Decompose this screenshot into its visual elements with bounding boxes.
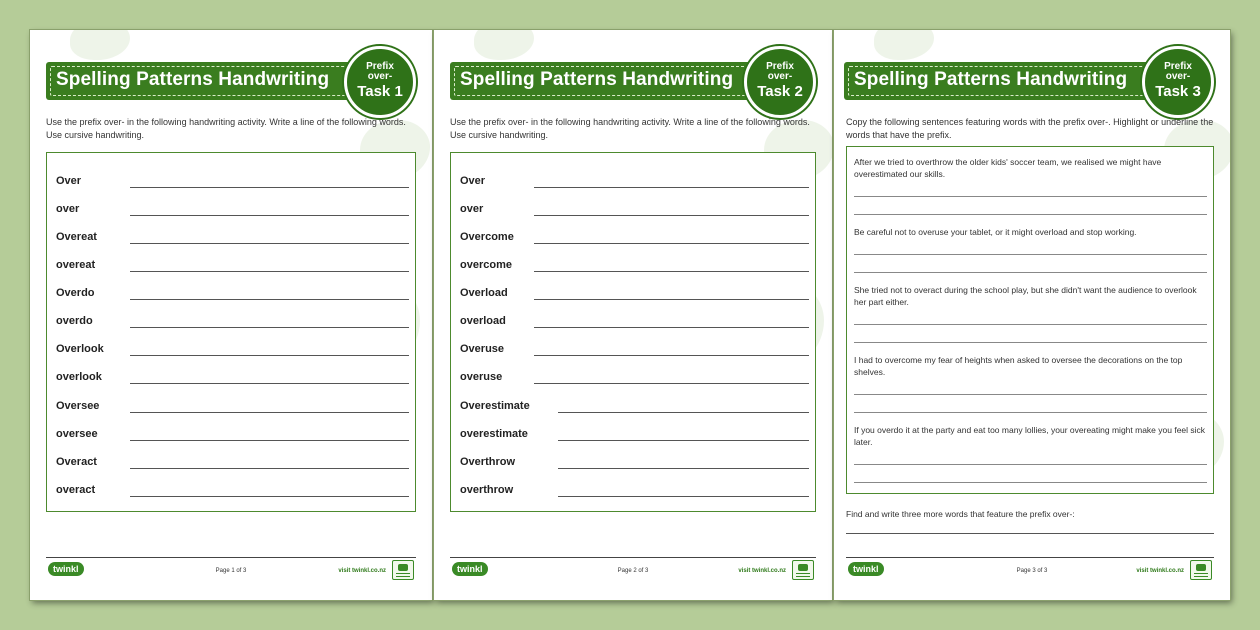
page-number: Page 1 of 3 bbox=[215, 568, 247, 574]
title-banner bbox=[450, 62, 816, 100]
word-row bbox=[56, 287, 409, 303]
writing-line[interactable] bbox=[534, 243, 809, 244]
word-row bbox=[56, 231, 409, 247]
word-row bbox=[460, 175, 809, 191]
badge-prefix-value: over- bbox=[1165, 71, 1191, 82]
word-label: Overthrow bbox=[460, 456, 516, 468]
sentence-block bbox=[854, 226, 1207, 238]
word-row bbox=[460, 287, 809, 303]
worksheet-page-3 bbox=[834, 30, 1230, 600]
writing-line[interactable] bbox=[130, 271, 409, 272]
instructions: Copy the following sentences featuring words with the prefix over-. Highlight or underline the words that have the prefix. bbox=[846, 117, 1214, 140]
word-row bbox=[56, 456, 409, 472]
writing-line[interactable] bbox=[130, 355, 409, 356]
writing-line[interactable] bbox=[534, 383, 809, 384]
badge-prefix-label: Prefix bbox=[366, 61, 394, 72]
sentence-text: She tried not to overact during the school play, but she didn't want the audience to overlook her part either. bbox=[854, 285, 1197, 307]
word-practice-box bbox=[450, 152, 816, 512]
word-row bbox=[56, 428, 409, 444]
writing-line[interactable] bbox=[854, 324, 1207, 325]
writing-line[interactable] bbox=[846, 533, 1214, 534]
writing-line[interactable] bbox=[130, 215, 409, 216]
word-label: overuse bbox=[460, 371, 503, 383]
sentence-text: Be careful not to overuse your tablet, or it might overload and stop working. bbox=[854, 227, 1137, 237]
writing-line[interactable] bbox=[854, 214, 1207, 215]
sentence-text: I had to overcome my fear of heights when asked to oversee the decorations on the top shelves. bbox=[854, 355, 1183, 377]
word-row bbox=[460, 400, 809, 416]
word-row bbox=[460, 259, 809, 275]
writing-line[interactable] bbox=[534, 355, 809, 356]
writing-line[interactable] bbox=[130, 468, 409, 469]
word-label: over bbox=[56, 203, 80, 215]
word-practice-box bbox=[46, 152, 416, 512]
worksheet-title: Spelling Patterns Handwriting bbox=[460, 69, 734, 90]
find-more-prompt: Find and write three more words that feature the prefix over-: bbox=[846, 509, 1075, 519]
task-badge bbox=[744, 46, 816, 118]
word-row bbox=[56, 175, 409, 191]
page-number: Page 2 of 3 bbox=[617, 568, 649, 574]
word-label: Overeat bbox=[56, 231, 97, 243]
writing-line[interactable] bbox=[130, 243, 409, 244]
writing-line[interactable] bbox=[854, 342, 1207, 343]
task-badge bbox=[1142, 46, 1214, 118]
word-label: Overuse bbox=[460, 343, 505, 355]
word-label: overlook bbox=[56, 371, 102, 383]
sentence-block bbox=[854, 354, 1207, 378]
word-label: over bbox=[460, 203, 484, 215]
writing-line[interactable] bbox=[558, 440, 809, 441]
word-row bbox=[460, 203, 809, 219]
word-label: overthrow bbox=[460, 484, 514, 496]
writing-line[interactable] bbox=[130, 412, 409, 413]
word-label: overcome bbox=[460, 259, 512, 271]
word-label: overact bbox=[56, 484, 96, 496]
writing-line[interactable] bbox=[558, 468, 809, 469]
quality-stamp-icon bbox=[392, 560, 414, 580]
writing-line[interactable] bbox=[130, 327, 409, 328]
word-label: Overcome bbox=[460, 231, 514, 243]
worksheet-title: Spelling Patterns Handwriting bbox=[854, 69, 1128, 90]
writing-line[interactable] bbox=[854, 196, 1207, 197]
badge-task-label: Task 2 bbox=[757, 83, 803, 100]
writing-line[interactable] bbox=[854, 464, 1207, 465]
sentence-block bbox=[854, 284, 1207, 308]
sentence-text: If you overdo it at the party and eat too many lollies, your overeating might make you feel sick later. bbox=[854, 425, 1206, 447]
title-banner bbox=[844, 62, 1214, 100]
instructions: Use the prefix over- in the following handwriting activity. Write a line of the following words. Use cursive handwriting. bbox=[450, 117, 810, 140]
writing-line[interactable] bbox=[534, 327, 809, 328]
instructions: Use the prefix over- in the following handwriting activity. Write a line of the following words. Use cursive handwriting. bbox=[46, 117, 406, 140]
word-label: overdo bbox=[56, 315, 93, 327]
word-row bbox=[56, 484, 409, 500]
word-row bbox=[460, 371, 809, 387]
writing-line[interactable] bbox=[130, 496, 409, 497]
badge-prefix-label: Prefix bbox=[1164, 61, 1192, 72]
writing-line[interactable] bbox=[130, 383, 409, 384]
website-link[interactable]: visit twinkl.co.nz bbox=[338, 568, 386, 574]
writing-line[interactable] bbox=[854, 272, 1207, 273]
sentence-copy-box bbox=[846, 146, 1214, 494]
word-label: Overdo bbox=[56, 287, 95, 299]
badge-task-label: Task 3 bbox=[1155, 83, 1201, 100]
writing-line[interactable] bbox=[130, 440, 409, 441]
task-badge bbox=[344, 46, 416, 118]
leaf-decoration bbox=[874, 30, 934, 60]
writing-line[interactable] bbox=[558, 412, 809, 413]
word-label: overload bbox=[460, 315, 506, 327]
worksheet-page-1 bbox=[30, 30, 432, 600]
word-row bbox=[56, 371, 409, 387]
footer-divider bbox=[846, 557, 1214, 558]
writing-line[interactable] bbox=[130, 299, 409, 300]
word-label: overeat bbox=[56, 259, 96, 271]
sentence-block bbox=[854, 424, 1207, 448]
writing-line[interactable] bbox=[534, 215, 809, 216]
word-label: Over bbox=[56, 175, 82, 187]
writing-line[interactable] bbox=[534, 271, 809, 272]
worksheet-page-2 bbox=[434, 30, 832, 600]
worksheet-title: Spelling Patterns Handwriting bbox=[56, 69, 330, 90]
writing-line[interactable] bbox=[854, 394, 1207, 395]
word-row bbox=[460, 428, 809, 444]
word-row bbox=[56, 203, 409, 219]
leaf-decoration bbox=[70, 30, 130, 60]
word-row bbox=[460, 231, 809, 247]
word-label: Over bbox=[460, 175, 486, 187]
writing-line[interactable] bbox=[558, 496, 809, 497]
website-link[interactable]: visit twinkl.co.nz bbox=[1136, 568, 1184, 574]
writing-line[interactable] bbox=[854, 254, 1207, 255]
footer-divider bbox=[450, 557, 816, 558]
leaf-decoration bbox=[474, 30, 534, 60]
word-label: Oversee bbox=[56, 400, 100, 412]
word-row bbox=[460, 456, 809, 472]
word-label: Overact bbox=[56, 456, 97, 468]
quality-stamp-icon bbox=[792, 560, 814, 580]
word-row bbox=[56, 400, 409, 416]
word-label: Overload bbox=[460, 287, 508, 299]
word-row bbox=[460, 484, 809, 500]
writing-line[interactable] bbox=[854, 412, 1207, 413]
word-label: Overestimate bbox=[460, 400, 530, 412]
badge-prefix-value: over- bbox=[367, 71, 393, 82]
twinkl-logo: twinkl bbox=[452, 562, 488, 576]
word-label: Overlook bbox=[56, 343, 104, 355]
word-row bbox=[460, 315, 809, 331]
word-label: overestimate bbox=[460, 428, 528, 440]
word-row bbox=[460, 343, 809, 359]
website-link[interactable]: visit twinkl.co.nz bbox=[738, 568, 786, 574]
word-row bbox=[56, 315, 409, 331]
badge-task-label: Task 1 bbox=[357, 83, 403, 100]
word-row bbox=[56, 259, 409, 275]
twinkl-logo: twinkl bbox=[48, 562, 84, 576]
title-banner bbox=[46, 62, 416, 100]
writing-line[interactable] bbox=[854, 482, 1207, 483]
word-row bbox=[56, 343, 409, 359]
sentence-text: After we tried to overthrow the older kids' soccer team, we realised we might have overestimated our skills. bbox=[854, 157, 1162, 179]
twinkl-logo: twinkl bbox=[848, 562, 884, 576]
writing-line[interactable] bbox=[534, 187, 809, 188]
quality-stamp-icon bbox=[1190, 560, 1212, 580]
badge-prefix-label: Prefix bbox=[766, 61, 794, 72]
writing-line[interactable] bbox=[534, 299, 809, 300]
word-label: oversee bbox=[56, 428, 98, 440]
footer-divider bbox=[46, 557, 416, 558]
page-number: Page 3 of 3 bbox=[1016, 568, 1048, 574]
badge-prefix-value: over- bbox=[767, 71, 793, 82]
sentence-block bbox=[854, 156, 1207, 180]
writing-line[interactable] bbox=[130, 187, 409, 188]
